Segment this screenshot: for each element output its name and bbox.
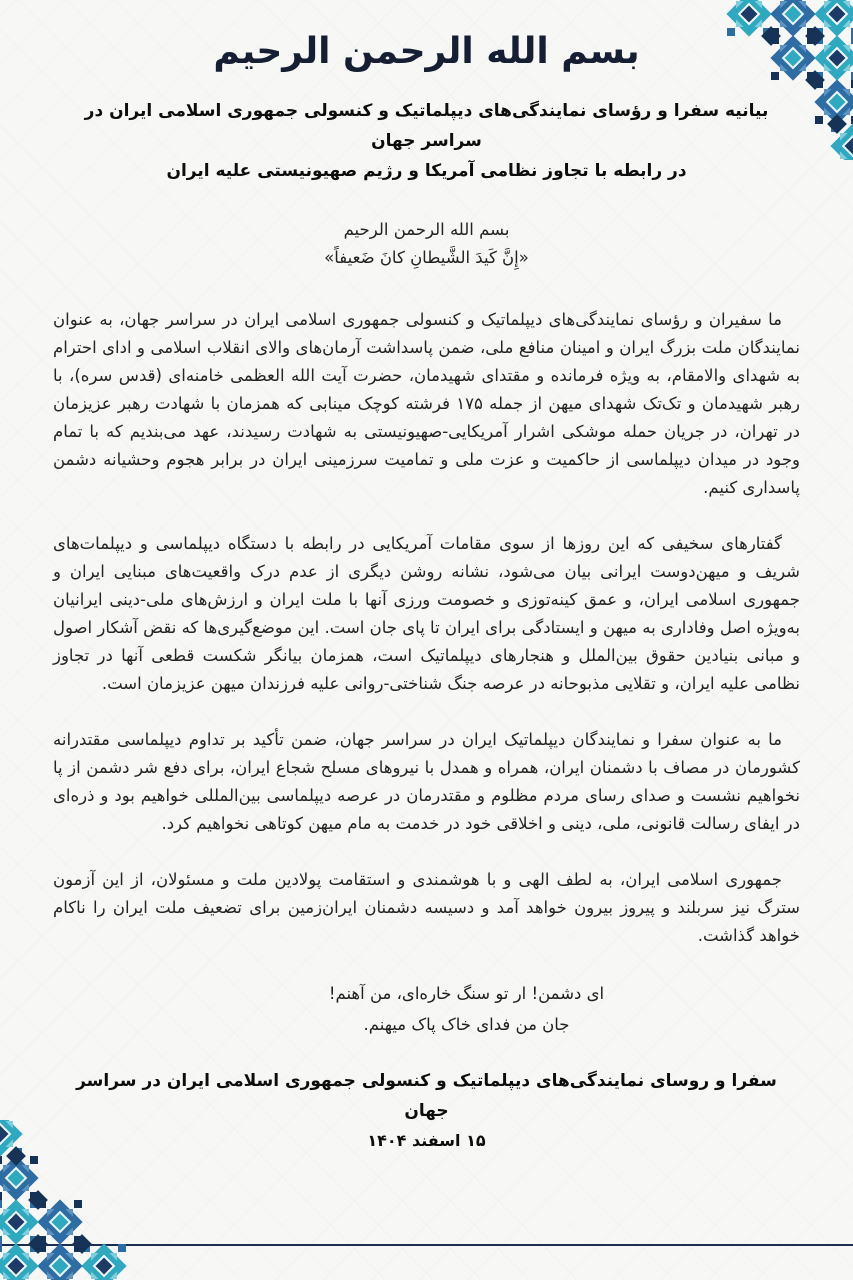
bismillah-calligraphy: بسم الله الرحمن الرحیم xyxy=(213,31,640,72)
statement-title-line-2: در رابطه با تجاوز نظامی آمریکا و رژیم صهیونیستی علیه ایران xyxy=(166,161,687,181)
signature-line: سفرا و روسای نمایندگی‌های دیپلماتیک و کنسولی جمهوری اسلامی ایران در سراسر جهان xyxy=(76,1071,777,1121)
statement-title-line-1: بیانیه سفرا و رؤسای نمایندگی‌های دیپلماتیک و کنسولی جمهوری اسلامی ایران در سراسر جهان xyxy=(84,101,769,151)
body-paragraph-1: ما سفیران و رؤسای نمایندگی‌های دیپلماتیک و کنسولی جمهوری اسلامی ایران در سراسر جهان، به عنوان نمایندگان ملت بزرگ ایران و امینان منافع ملی، ضمن پاسداشت آرمان‌های والای انقلاب اسلامی و ادای احترام به شهدای والامقام، به ویژه فرمانده و مقتدای شهیدمان، حضرت آیت الله العظمی خامنه‌ای (قدس سره)، با رهبر شهیدمان و تک‌تک شهدای میهن از جمله ۱۷۵ فرشته کوچک مینابی که همزمان با شهادت رهبر عزیزمان در تهران، در جریان حمله موشکی اشرار آمریکایی-صهیونیستی به شهادت رسیدند، عهد می‌بندیم که با تمام وجود در میدان دیپلماسی از حاکمیت و عزت ملی و تمامیت سرزمینی ایران در برابر هجوم وحشیانه دشمن پاسداری کنیم. xyxy=(53,310,800,497)
poem-line-2: جان من فدای خاک پاک میهنم. xyxy=(363,1015,570,1034)
basmala-text: بسم الله الرحمن الرحیم xyxy=(343,220,510,239)
body-paragraph-3: ما به عنوان سفرا و نمایندگان دیپلماتیک ایران در سراسر جهان، ضمن تأکید بر تداوم دیپلماسی مقتدرانه کشورمان در مصاف با دشمنان ایران، همراه و همدل با نیروهای مسلح شجاع ایران، برای دفع شر دشمن از پا نخواهیم نشست و صدای رسای مردم مظلوم و مقتدرمان در عرصه دیپلماسی بین‌المللی خواهیم بود و ذره‌ای در ایفای رسالت قانونی، ملی، دینی و اخلاقی خود در خدمت به مام میهن کوتاهی نخواهیم کرد. xyxy=(53,730,800,833)
body-paragraph-2: گفتارهای سخیفی که این روزها از سوی مقامات آمریکایی در رابطه با دستگاه دیپلماسی و دیپلمات‌های شریف و میهن‌دوست ایرانی بیان می‌شود، نشانه روشن دیگری از عدم درک واقعیت‌های مبنایی ایران و جمهوری اسلامی ایران، و عمق کینه‌توزی و خصومت ورزی آنها با ملت ایران و ارزش‌های ملی-دینی ایرانیان به‌ویژه اصل وفاداری به میهن و ایستادگی برای ایران تا پای جان است. این موضع‌گیری‌ها که نقض آشکار اصول و مبانی بنیادین حقوق بین‌الملل و هنجارهای دیپلماتیک است، همزمان بیانگر شکست قطعی آنها در تجاوز نظامی علیه ایران، و تقلایی مذبوحانه در عرصه جنگ شناختی-روانی علیه فرزندان میهن عزیزمان است. xyxy=(53,534,800,693)
corner-ornament-top-right-icon xyxy=(693,0,853,160)
poem-line-1: ای دشمن! ار تو سنگ خاره‌ای، من آهنم! xyxy=(328,984,605,1003)
statement-date: ۱۵ اسفند ۱۴۰۴ xyxy=(367,1131,486,1150)
statement-title xyxy=(53,96,800,186)
statement-content xyxy=(0,24,853,1156)
poem-block xyxy=(93,978,840,1040)
quran-verse: «إِنَّ کَیدَ الشَّیطانِ کانَ ضَعیفاً» xyxy=(324,248,529,267)
body-paragraph-4: جمهوری اسلامی ایران، به لطف الهی و با هوشمندی و استقامت پولادین ملت و مسئولان، از این آزمون سترگ نیز سربلند و پیروز بیرون خواهد آمد و دسیسه دشمنان ایران‌زمین برای تضعیف ملت ایران را ناکام خواهد گذاشت. xyxy=(53,870,800,945)
corner-ornament-bottom-left-icon xyxy=(0,1120,160,1280)
